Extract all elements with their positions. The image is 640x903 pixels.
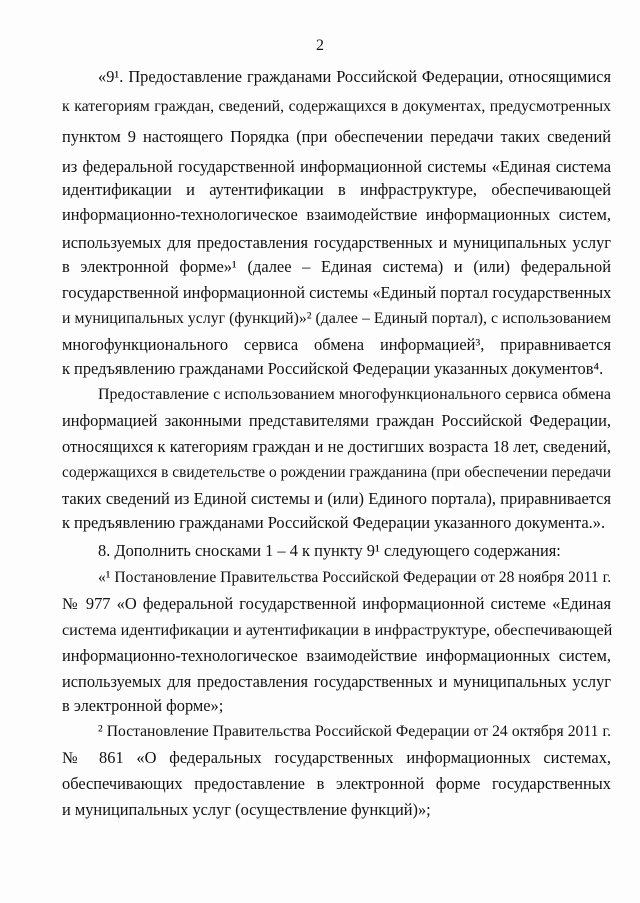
- text-line: относящихся к категориям граждан и не достигших возраста 18 лет, сведений,: [62, 437, 611, 456]
- text-line: № 977 «О федеральной государственной информационной системе «Единая: [62, 594, 611, 613]
- text-line: информационно-технологическое взаимодействие информационных систем,: [62, 646, 611, 665]
- text-line: 8. Дополнить сносками 1 – 4 к пункту 9¹ следующего содержания:: [98, 541, 561, 560]
- text-line: государственной информационной системы «Единый портал государственных: [62, 283, 612, 302]
- text-line: к категориям граждан, сведений, содержащихся в документах, предусмотренных: [62, 98, 611, 115]
- text-line: № 861 «О федеральных государственных информационных системах,: [62, 748, 611, 767]
- text-line: идентификации и аутентификации в инфраструктуре, обеспечивающей: [62, 180, 611, 199]
- text-line: и муниципальных услуг (осуществление функций)»;: [62, 800, 431, 819]
- text-line: к предъявлению гражданами Российской Федерации указанных документов⁴.: [62, 359, 604, 378]
- text-line: в электронной форме»;: [62, 696, 224, 715]
- text-line: пунктом 9 настоящего Порядка (при обеспечении передачи таких сведений: [62, 127, 611, 146]
- text-line: система идентификации и аутентификации в инфраструктуре, обеспечивающей: [62, 621, 613, 639]
- text-line: ² Постановление Правительства Российской Федерации от 24 октября 2011 г.: [98, 723, 611, 740]
- text-line: таких сведений из Единой системы и (или) Единого портала), приравнивается: [62, 489, 611, 508]
- text-line: и муниципальных услуг (функций)»² (далее – Единый портал), с использованием: [62, 310, 611, 327]
- text-line: содержащихся в свидетельстве о рождении гражданина (при обеспечении передачи: [62, 464, 611, 481]
- text-line: используемых для предоставления государственных и муниципальных услуг: [62, 672, 611, 691]
- text-line: «9¹. Предоставление гражданами Российской Федерации, относящимися: [98, 67, 611, 86]
- page-number: 2: [316, 37, 324, 54]
- text-line: к предъявлению гражданами Российской Федерации указанного документа.».: [62, 513, 606, 532]
- text-line: Предоставление с использованием многофункционального сервиса обмена: [98, 386, 611, 403]
- text-line: используемых для предоставления государственных и муниципальных услуг: [62, 233, 611, 252]
- text-line: из федеральной государственной информационной системы «Единая система: [62, 157, 611, 176]
- text-line: многофункционального сервиса обмена информацией³, приравнивается: [62, 335, 611, 354]
- text-line: информацией законными представителями граждан Российской Федерации,: [62, 411, 611, 430]
- text-line: информационно-технологическое взаимодействие информационных систем,: [62, 205, 611, 224]
- text-line: в электронной форме»¹ (далее – Единая система) и (или) федеральной: [62, 257, 611, 276]
- text-line: «¹ Постановление Правительства Российской Федерации от 28 ноября 2011 г.: [98, 569, 612, 586]
- text-line: обеспечивающих предоставление в электронной форме государственных: [62, 774, 611, 793]
